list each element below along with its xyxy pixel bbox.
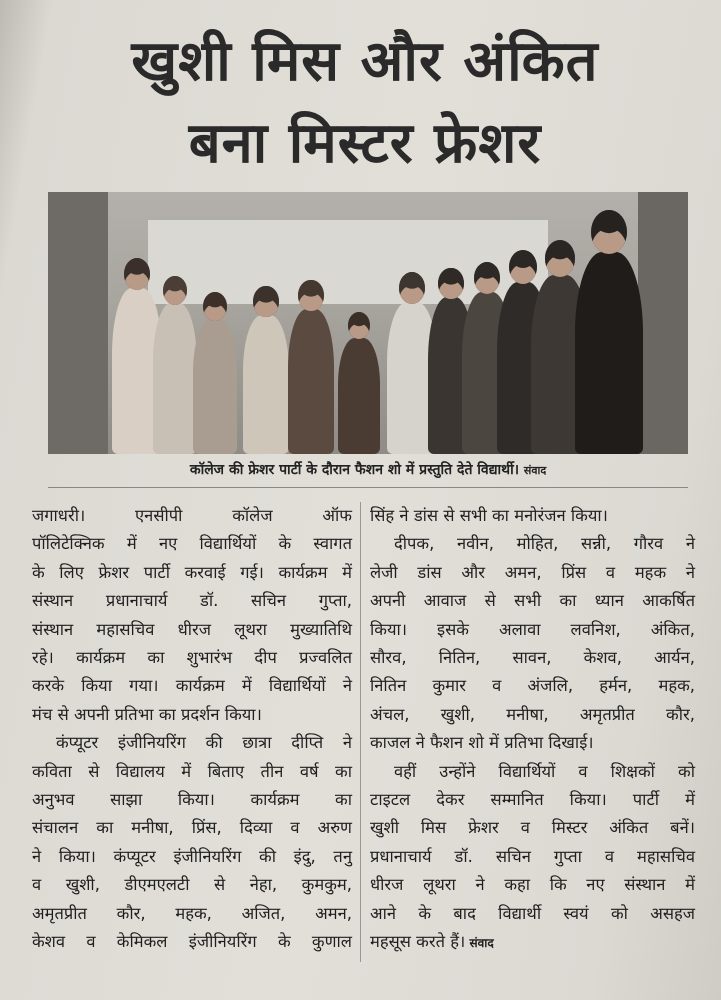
photo-person-body (288, 309, 335, 454)
photo-caption (48, 456, 688, 484)
article-line: लेजी डांस और अमन, प्रिंस व महक ने (370, 562, 695, 582)
article-line: करके किया गया। कार्यक्रम में विद्यार्थियों ने (32, 676, 352, 696)
photo-person-body (575, 252, 643, 454)
article-line: दीपक, नवीन, मोहित, सन्नी, गौरव ने (394, 534, 695, 554)
article-column-right (370, 502, 695, 958)
article-line: नितिन कुमार व अंजलि, हर्मन, महक, (370, 676, 695, 696)
photo-caption-text: कॉलेज की फ्रेशर पार्टी के दौरान फैशन शो में प्रस्तुति देते विद्यार्थी। (189, 462, 520, 478)
article-line: केशव व केमिकल इंजीनियरिंग के कुणाल (32, 932, 352, 952)
photo-person-head (438, 268, 463, 299)
article-line: ने किया। कंप्यूटर इंजीनियरिंग की इंदु, तनु (32, 846, 352, 866)
article-line: पॉलिटेक्निक में नए विद्यार्थियों के स्वागत (32, 534, 352, 554)
article-line: प्रधानाचार्य डॉ. सचिन गुप्ता व महासचिव (370, 846, 695, 866)
article-line: अनुभव साझा किया। कार्यक्रम का (32, 790, 352, 810)
photo-person-head (591, 210, 627, 254)
article-line: टाइटल देकर सम्मानित किया। पार्टी में (370, 790, 695, 810)
article-line: सौरव, नितिन, सावन, केशव, आर्यन, (370, 648, 695, 668)
article-line: अंचल, खुशी, मनीषा, अमृतप्रीत कौर, (370, 704, 695, 724)
article-line: धीरज लूथरा ने कहा कि नए संस्थान में (370, 875, 695, 895)
article-line: मंच से अपनी प्रतिभा का प्रदर्शन किया। (32, 704, 262, 724)
photo-person-body (153, 303, 197, 454)
photo-caption-tag: संवाद (523, 464, 547, 477)
caption-divider (48, 487, 688, 488)
article-line: कविता से विद्यालय में बिताए तीन वर्ष का (32, 761, 352, 781)
article-line: अपनी आवाज से सभी का ध्यान आकर्षित (370, 591, 695, 611)
article-line: सिंह ने डांस से सभी का मनोरंजन किया। (370, 506, 608, 525)
photo-pillar-right (638, 192, 688, 454)
headline-line-2: बना मिस्टर फ्रेशर (188, 111, 542, 176)
news-photo (48, 192, 688, 454)
article-line: खुशी मिस फ्रेशर व मिस्टर अंकित बनें। (370, 818, 695, 838)
photo-person-head (253, 286, 278, 317)
photo-person-body (193, 319, 237, 454)
article-line: संचालन का मनीषा, प्रिंस, दिव्या व अरुण (32, 818, 352, 838)
article-line: वहीं उन्होंने विद्यार्थियों व शिक्षकों को (394, 761, 695, 781)
photo-person-head (163, 276, 187, 305)
photo-person-body (243, 315, 290, 454)
article-line: संस्थान प्रधानाचार्य डॉ. सचिन गुप्ता, (32, 591, 352, 611)
article-line: संस्थान महासचिव धीरज लूथरा मुख्यातिथि (32, 619, 352, 639)
article-line: जगाधरी। एनसीपी कॉलेज ऑफ (32, 506, 352, 525)
photo-pillar-left (48, 192, 108, 454)
article-line: अमृतप्रीत कौर, महक, अजित, अमन, (32, 903, 352, 923)
photo-person-head (509, 250, 537, 284)
article-line: आने के बाद विद्यार्थी स्वयं को असहज (370, 903, 695, 923)
article-end-tag: संवाद (465, 936, 494, 951)
photo-person-body (338, 338, 380, 454)
headline-line-1: खुशी मिस और अंकित (131, 29, 599, 94)
column-divider (360, 502, 361, 962)
article-line: कंप्यूटर इंजीनियरिंग की छात्रा दीप्ति ने (56, 733, 352, 753)
photo-person-head (298, 280, 323, 311)
article-line: रहे। कार्यक्रम का शुभारंभ दीप प्रज्वलित (32, 648, 352, 668)
article-line: किया। इसके अलावा लवनिश, अंकित, (370, 619, 695, 639)
photo-person-head (203, 292, 227, 321)
article-line: काजल ने फैशन शो में प्रतिभा दिखाई। (370, 733, 594, 753)
article-column-left (32, 502, 352, 957)
article-line: महसूस करते हैं। संवाद (370, 932, 494, 952)
article-line: के लिए फ्रेशर पार्टी करवाई गई। कार्यक्रम में (32, 562, 352, 582)
article-line: व खुशी, डीएमएलटी से नेहा, कुमकुम, (32, 875, 352, 895)
